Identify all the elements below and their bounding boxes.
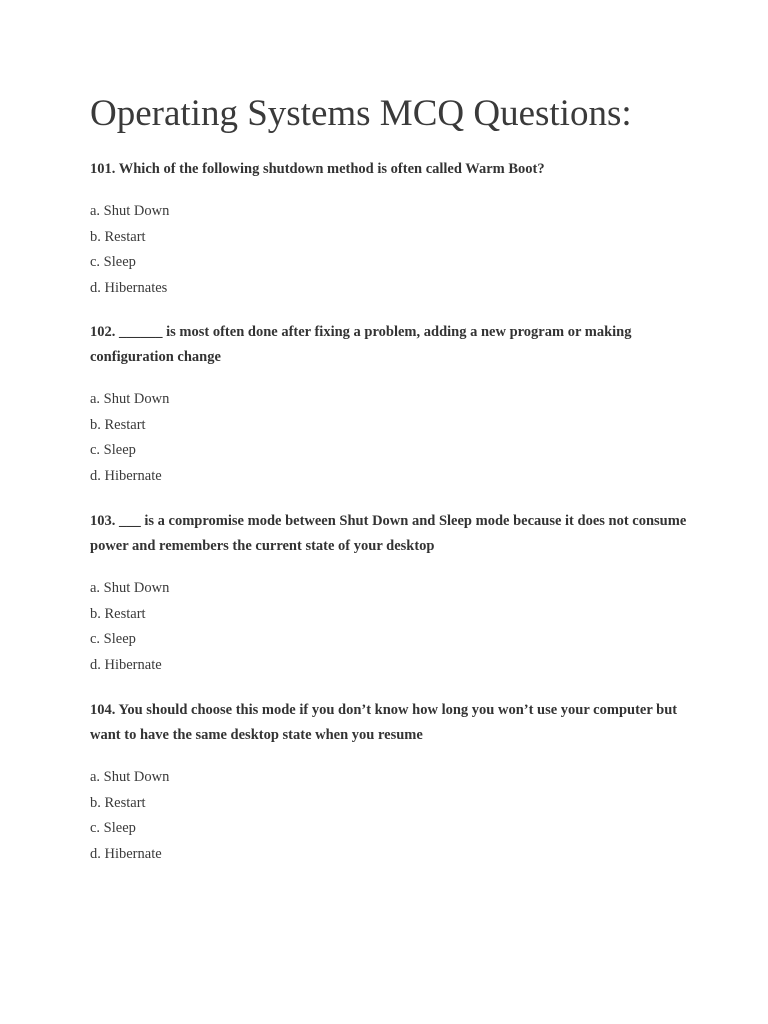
question-text: 104. You should choose this mode if you don’t know how long you won’t use your computer but want to have the same desktop state when you resume [90,702,678,743]
option-item: d. Hibernate [90,845,162,862]
option-item: c. Sleep [90,631,136,647]
option-item: a. Shut Down [90,580,170,596]
option-item: b. Restart [90,228,146,245]
option-item: d. Hibernate [90,467,162,484]
option-item: b. Restart [90,794,146,811]
option-list [90,576,690,678]
question-text: 103. ___ is a compromise mode between Shut Down and Sleep mode because it does not consume power and remembers the current state of your desktop [90,513,687,554]
option-list [90,765,690,867]
option-item: a. Shut Down [90,769,170,785]
page-title: Operating Systems MCQ Questions: [90,93,632,134]
question-text: 102. ______ is most often done after fixing a problem, adding a new program or making configuration change [90,324,632,365]
option-item: a. Shut Down [90,203,170,219]
option-item: b. Restart [90,605,146,622]
question-block [90,698,690,867]
option-item: d. Hibernate [90,656,162,673]
question-block [90,509,690,678]
question-block [90,157,690,301]
question-block [90,320,690,489]
option-item: b. Restart [90,416,146,433]
option-list [90,199,690,301]
option-item: c. Sleep [90,254,136,270]
option-item: d. Hibernates [90,279,168,296]
option-list [90,387,690,489]
option-item: a. Shut Down [90,391,170,407]
option-item: c. Sleep [90,442,136,458]
option-item: c. Sleep [90,820,136,836]
question-text: 101. Which of the following shutdown method is often called Warm Boot? [90,161,545,177]
